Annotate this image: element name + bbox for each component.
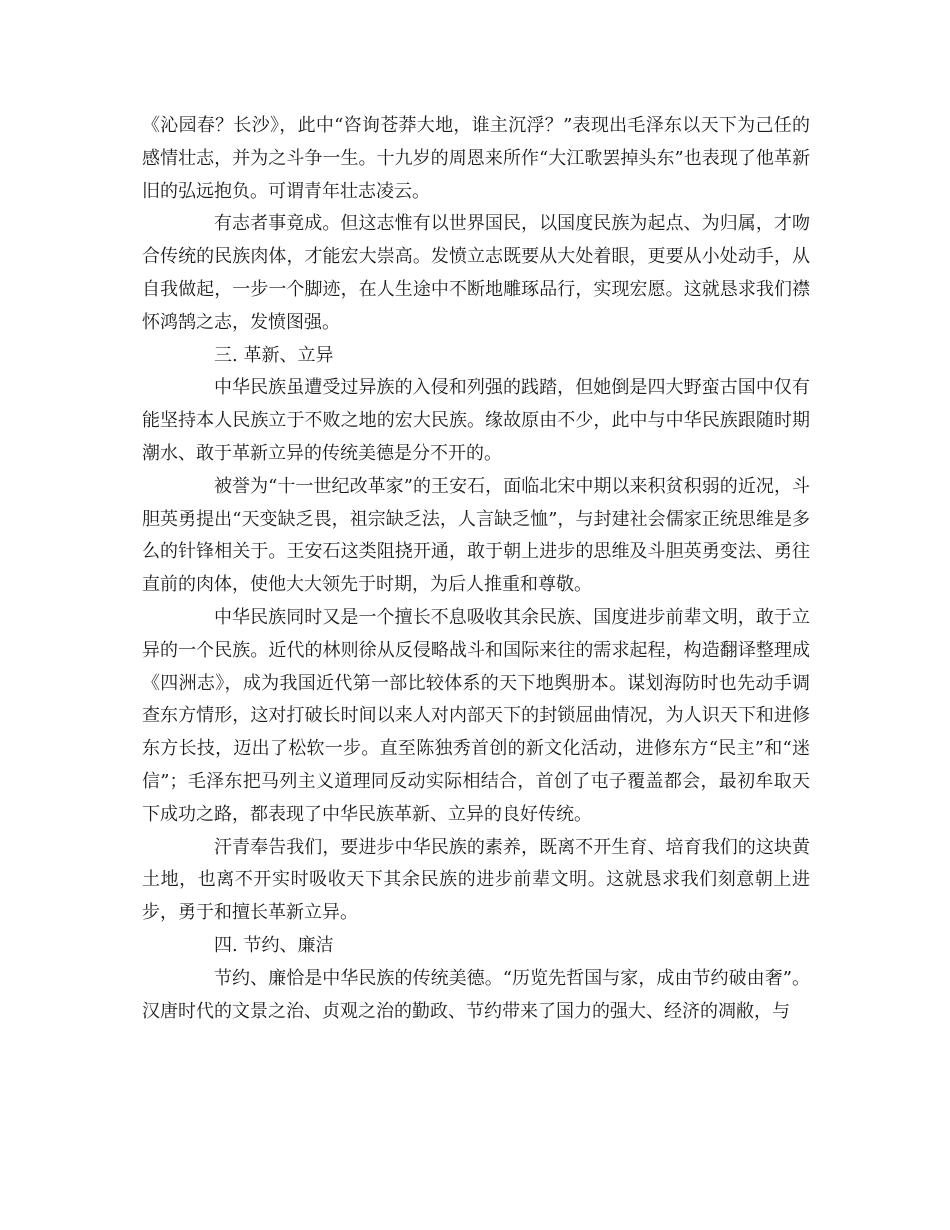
paragraph: 中华民族同时又是一个擅长不息吸收其余民族、国度进步前辈文明，敢于立异的一个民族。近代的林则徐从反侵略战斗和国际来往的需求起程，构造翻译整理成《四洲志》，成为我国近代第一部比较体系的天下地舆册本。谋划海防时也先动手调查东方情形，这对打破长时间以来人对内部天下的封锁屈曲情况，为人识天下和进修东方长技，迈出了松软一步。直至陈独秀首创的新文化活动，进修东方“民主”和“迷信”；毛泽东把马列主义道理同反动实际相结合，首创了屯子覆盖都会，最初牟取天下成功之路，都表现了中华民族革新、立异的良好传统。 [142, 606, 810, 825]
paragraph: 中华民族虽遭受过异族的入侵和列强的践踏，但她倒是四大野蛮古国中仅有能坚持本人民族立于不败之地的宏大民族。缘故原由不少，此中与中华民族跟随时期潮水、敢于革新立异的传统美德是分不开的。 [142, 377, 810, 464]
paragraph: 节约、廉恰是中华民族的传统美德。“历览先哲国与家，成由节约破由奢”。汉唐时代的文景之治、贞观之治的勤政、节约带来了国力的强大、经济的凋敝，与 [142, 967, 810, 1022]
section-heading: 四. 节约、廉洁 [214, 934, 334, 956]
paragraph: 汗青奉告我们，要进步中华民族的素养，既离不开生育、培育我们的这块黄土地，也离不开实时吸收天下其余民族的进步前辈文明。这就恳求我们刻意朝上进步，勇于和擅长革新立异。 [142, 836, 810, 924]
document-body [142, 110, 810, 1028]
paragraph: 被誉为“十一世纪改革家”的王安石，面临北宋中期以来积贫积弱的近况，斗胆英勇提出“天变缺乏畏，祖宗缺乏法，人言缺乏恤”，与封建社会儒家正统思维是多么的针锋相关于。王安石这类阻挠开通，敢于朝上进步的思维及斗胆英勇变法、勇往直前的肉体，使他大大领先于时期，为后人推重和尊敬。 [142, 475, 810, 596]
section-heading: 三. 革新、立异 [214, 344, 334, 366]
paragraph: 有志者事竟成。但这志惟有以世界国民，以国度民族为起点、为归属，才吻合传统的民族肉体，才能宏大崇高。发愤立志既要从大处着眼，更要从小处动手，从自我做起，一步一个脚迹，在人生途中不断地雕琢品行，实现宏愿。这就恳求我们襟怀鸿鹄之志，发愤图强。 [142, 213, 810, 333]
paragraph-continuation: 《沁园春？长沙》，此中“咨询苍莽大地，谁主沉浮？”表现出毛泽东以天下为己任的感情壮志，并为之斗争一生。十九岁的周恩来所作“大江歌罢掉头东”也表现了他革新旧的弘远抱负。可谓青年壮志凌云。 [142, 115, 810, 202]
